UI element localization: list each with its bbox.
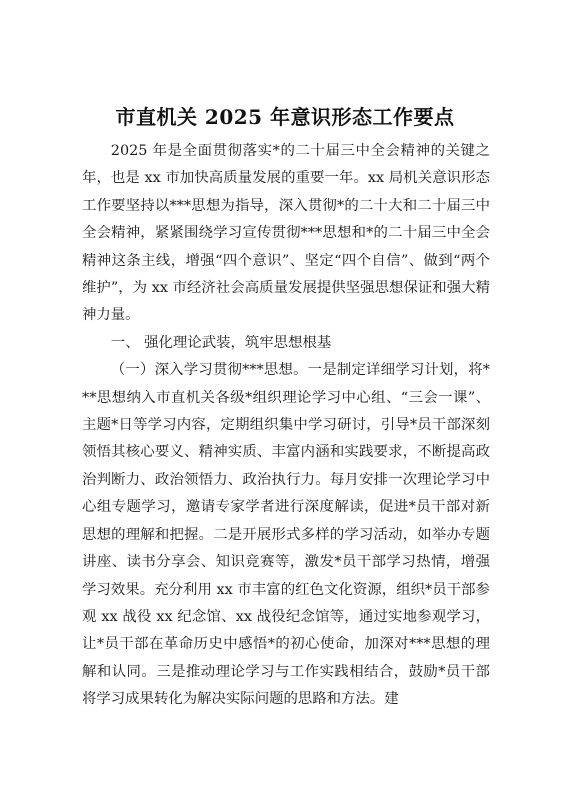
section-heading: 一、 强化理论武装，筑牢思想根基: [110, 334, 332, 351]
section-paragraph: （一）深入学习贯彻***思想。一是制定详细学习计划，将***思想纳入市直机关各级*组织理论学习中心组、“三会一课”、主题*日等学习内容，定期组织集中学习研讨，引导*员干部深刻领悟其核心要义、精神实质、丰富内涵和实践要求，不断提高政治判断力、政治领悟力、政治执行力。每月安排一次理论学习中心组专题学习，邀请专家学者进行深度解读，促进*员干部对新思想的理解和把握。二是开展形式多样的学习活动，如举办专题讲座、读书分享会、知识竞赛等，激发*员干部学习热情，增强学习效果。充分利用 xx 市丰富的红色文化资源，组织*员干部参观 xx 战役 xx 纪念馆、xx 战役纪念馆等，通过实地参观学习，让*员干部在革命历史中感悟*的初心使命，加深对***思想的理解和认同。三是推动理论学习与工作实践相结合，鼓励*员干部将学习成果转化为解决实际问题的思路和方法。建: [82, 362, 490, 708]
intro-paragraph: 2025 年是全面贯彻落实*的二十届三中全会精神的关键之年，也是 xx 市加快高质量发展的重要一年。xx 局机关意识形态工作要坚持以***思想为指导，深入贯彻*的二十大和二十届三中全会精神，紧紧围绕学习宣传贯彻***思想和*的二十届三中全会精神这条主线，增强“四个意识”、坚定“四个自信”、做到“两个维护”，为 xx 市经济社会高质量发展提供坚强思想保证和强大精神力量。: [82, 143, 490, 324]
page-title: 市直机关 2025 年意识形态工作要点: [115, 105, 455, 129]
document-body: [82, 138, 490, 714]
